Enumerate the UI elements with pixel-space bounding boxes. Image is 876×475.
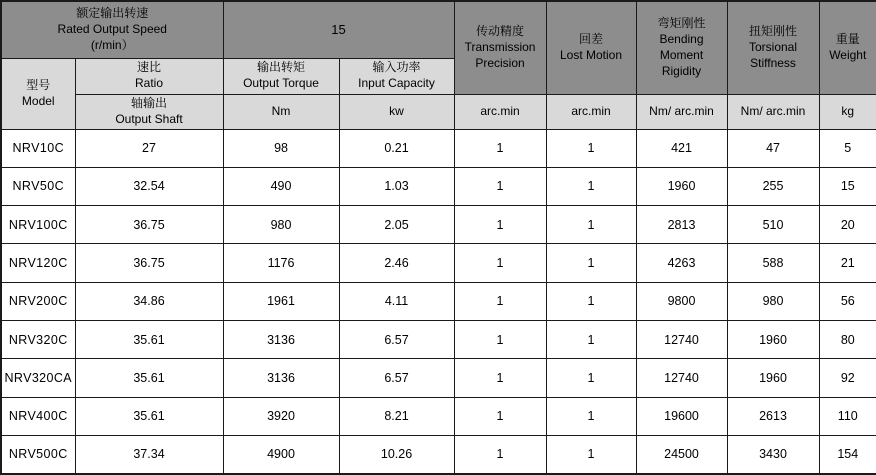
model-cell: NRV320C [1, 321, 75, 359]
value-cell: 1 [546, 397, 636, 435]
value-cell: 1960 [636, 167, 727, 205]
value-cell: 6.57 [339, 359, 454, 397]
value-cell: 32.54 [75, 167, 223, 205]
value-cell: 3920 [223, 397, 339, 435]
header-row-top [1, 1, 876, 58]
model-cell: NRV100C [1, 206, 75, 244]
speed-value-cell: 15 [223, 1, 454, 58]
value-cell: 3136 [223, 359, 339, 397]
value-cell: 4900 [223, 436, 339, 474]
value-cell: 1 [546, 321, 636, 359]
value-cell: 154 [819, 436, 876, 474]
value-cell: 0.21 [339, 129, 454, 167]
model-cell: NRV50C [1, 167, 75, 205]
output-torque-header: 输出转矩 Output Torque [223, 58, 339, 94]
value-cell: 980 [223, 206, 339, 244]
value-cell: 92 [819, 359, 876, 397]
value-cell: 1 [546, 167, 636, 205]
value-cell: 1.03 [339, 167, 454, 205]
value-cell: 1 [454, 321, 546, 359]
value-cell: 19600 [636, 397, 727, 435]
value-cell: 1 [546, 436, 636, 474]
value-cell: 12740 [636, 359, 727, 397]
value-cell: 98 [223, 129, 339, 167]
value-cell: 1 [454, 397, 546, 435]
unit-nm: Nm [223, 94, 339, 129]
value-cell: 588 [727, 244, 819, 282]
bending-moment-rigidity-header: 弯矩刚性 Bending Moment Rigidity [636, 1, 727, 94]
table-row [1, 321, 876, 359]
value-cell: 24500 [636, 436, 727, 474]
model-cell: NRV500C [1, 436, 75, 474]
value-cell: 2813 [636, 206, 727, 244]
table-row [1, 436, 876, 474]
value-cell: 4.11 [339, 282, 454, 320]
value-cell: 1 [454, 282, 546, 320]
unit-arcmin-precision: arc.min [454, 94, 546, 129]
unit-nm-arcmin-bending: Nm/ arc.min [636, 94, 727, 129]
value-cell: 1 [546, 359, 636, 397]
value-cell: 1960 [727, 359, 819, 397]
value-cell: 1 [454, 359, 546, 397]
value-cell: 12740 [636, 321, 727, 359]
value-cell: 10.26 [339, 436, 454, 474]
value-cell: 3136 [223, 321, 339, 359]
model-cell: NRV320CA [1, 359, 75, 397]
value-cell: 1 [546, 244, 636, 282]
table-row [1, 282, 876, 320]
value-cell: 1 [454, 167, 546, 205]
value-cell: 1 [546, 282, 636, 320]
unit-arcmin-lost-motion: arc.min [546, 94, 636, 129]
value-cell: 21 [819, 244, 876, 282]
ratio-header: 速比 Ratio [75, 58, 223, 94]
transmission-precision-header: 传动精度 Transmission Precision [454, 1, 546, 94]
value-cell: 2613 [727, 397, 819, 435]
value-cell: 6.57 [339, 321, 454, 359]
value-cell: 1961 [223, 282, 339, 320]
value-cell: 1 [454, 436, 546, 474]
spec-table-body [1, 129, 876, 474]
value-cell: 110 [819, 397, 876, 435]
header-row-units [1, 94, 876, 129]
value-cell: 47 [727, 129, 819, 167]
value-cell: 1 [454, 244, 546, 282]
model-cell: NRV200C [1, 282, 75, 320]
lost-motion-header: 回差 Lost Motion [546, 1, 636, 94]
unit-nm-arcmin-torsional: Nm/ arc.min [727, 94, 819, 129]
value-cell: 56 [819, 282, 876, 320]
value-cell: 421 [636, 129, 727, 167]
input-capacity-header: 输入功率 Input Capacity [339, 58, 454, 94]
value-cell: 5 [819, 129, 876, 167]
value-cell: 980 [727, 282, 819, 320]
value-cell: 80 [819, 321, 876, 359]
value-cell: 2.46 [339, 244, 454, 282]
table-row [1, 397, 876, 435]
value-cell: 9800 [636, 282, 727, 320]
model-cell: NRV120C [1, 244, 75, 282]
value-cell: 490 [223, 167, 339, 205]
model-cell: NRV400C [1, 397, 75, 435]
table-row [1, 167, 876, 205]
value-cell: 35.61 [75, 397, 223, 435]
value-cell: 1 [546, 206, 636, 244]
value-cell: 4263 [636, 244, 727, 282]
value-cell: 34.86 [75, 282, 223, 320]
table-row [1, 244, 876, 282]
table-row [1, 129, 876, 167]
model-cell: NRV10C [1, 129, 75, 167]
value-cell: 27 [75, 129, 223, 167]
value-cell: 36.75 [75, 244, 223, 282]
value-cell: 36.75 [75, 206, 223, 244]
value-cell: 1960 [727, 321, 819, 359]
output-shaft-header: 轴输出 Output Shaft [75, 94, 223, 129]
value-cell: 8.21 [339, 397, 454, 435]
unit-kw: kw [339, 94, 454, 129]
model-header: 型号 Model [1, 58, 75, 129]
value-cell: 3430 [727, 436, 819, 474]
value-cell: 35.61 [75, 359, 223, 397]
value-cell: 1 [546, 129, 636, 167]
weight-header: 重量 Weight [819, 1, 876, 94]
value-cell: 15 [819, 167, 876, 205]
value-cell: 20 [819, 206, 876, 244]
torsional-stiffness-header: 扭矩刚性 Torsional Stiffness [727, 1, 819, 94]
value-cell: 35.61 [75, 321, 223, 359]
value-cell: 2.05 [339, 206, 454, 244]
table-row [1, 359, 876, 397]
value-cell: 37.34 [75, 436, 223, 474]
value-cell: 1176 [223, 244, 339, 282]
value-cell: 1 [454, 206, 546, 244]
table-row [1, 206, 876, 244]
rated-output-speed-header: 额定输出转速 Rated Output Speed (r/min） [1, 1, 223, 58]
unit-kg: kg [819, 94, 876, 129]
value-cell: 255 [727, 167, 819, 205]
value-cell: 510 [727, 206, 819, 244]
table-header [1, 1, 876, 129]
value-cell: 1 [454, 129, 546, 167]
